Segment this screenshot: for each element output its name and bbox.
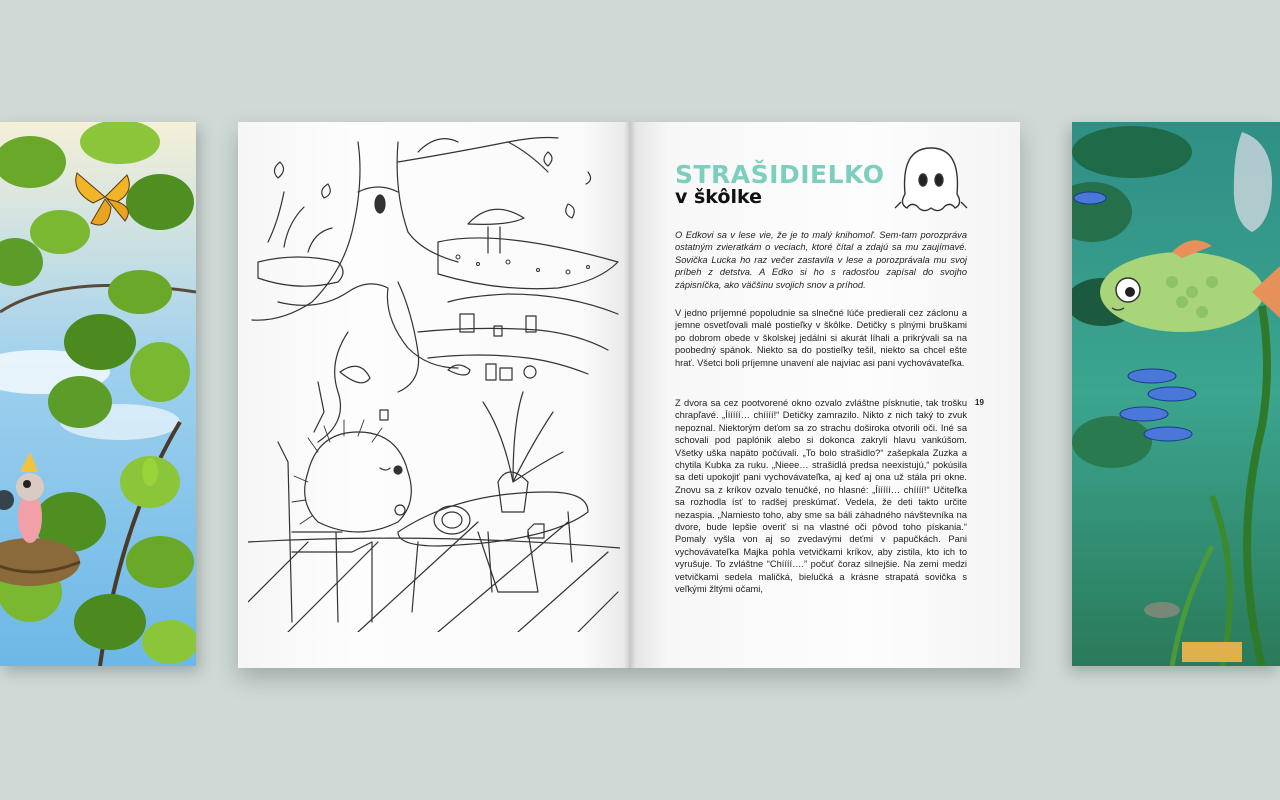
fish-illustration — [1072, 122, 1280, 666]
story-paragraph-1: V jedno príjemné popoludnie sa slnečné lúče predierali cez záclonu a jemne osvetľovali malé postieľky v škôlke. Detičky s plnými bruškami po dobrom obede v školskej jedálni si akurát líhali a prikrývali sa na poobedný spánok. Niekto sa do postieľky tešil, niekto sa chcel ešte hrať. Všetci boli príjemne unavení ale najviac asi pani vychovávateľka. — [675, 308, 967, 368]
page-number: 19 — [975, 398, 984, 407]
story-subtitle: v škôlke — [675, 186, 763, 208]
story-intro: O Edkovi sa v lese vie, že je to malý knihomoľ. Sem-tam porozpráva ostatným zvieratkám o veciach, ktoré čítal a zdajú sa mu zaujímavé. Sovička Lucka ho raz večer zastavila v lese a porozprávala mu svoj príbeh z detstva. A Edko si ho s radosťou zapísal do svojho zápisníčka, ako väčšinu svojich snov a príhod. — [675, 230, 967, 290]
open-book — [238, 122, 1020, 668]
left-book-cover — [0, 122, 196, 666]
book-gutter — [624, 122, 636, 668]
right-page — [629, 122, 1020, 668]
jungle-cover-art — [0, 122, 196, 666]
story-paragraph-2: Z dvora sa cez pootvorené okno ozvalo zvláštne písknutie, tak trošku chrapľavé. „Íííííí… chíííí!“ Detičky zamrazilo. Nikto z nich taký to zvuk nepoznal. Niektorým deťom sa zo strachu doširoka otvorili oči. Iné sa schovali pod paplónik alebo si dokonca zakryli hlavu vankúšom. Všetky uška napäto počúvali. „To bolo strašidlo?“ zašepkala Zuzka a chytila Kubka za ruku. „Nieee… strašidlá predsa neexistujú,“ pokúsila sa deti upokojiť pani vychovávateľka, aj keď aj ona už stála pri okne. Znovu sa z kríkov ozvalo tenučké, no hlasné: „Íííííí… chíííí!“ Učiteľka sa rozhodla ísť to radšej preskúmať. Vedela, že deti takto určite nezaspia. „Namiesto toho, aby sme sa báli záhadného návštevníka na dvore, bude lepšie overiť si na vlastné oči pôvod toho pískania.“ Pomaly vyšla von aj so zvedavými deťmi v papučkách. Pani vychovávateľka Majka pohla vetvičkami kríkov, aby zistila, kto ich to vyrušuje. To zvláštne “Chíííí….” počuť čoraz silnejšie. Na zemi medzi vetvičkami sedela maličká, bielučká a krásne strapatá sovička s veľkými žltými očami, — [675, 398, 967, 595]
ghost-icon — [893, 144, 969, 224]
hedgehog-illustration — [248, 132, 620, 632]
right-book-cover — [1072, 122, 1280, 666]
left-page — [238, 122, 629, 668]
story-title: STRAŠIDIELKO — [675, 160, 885, 189]
